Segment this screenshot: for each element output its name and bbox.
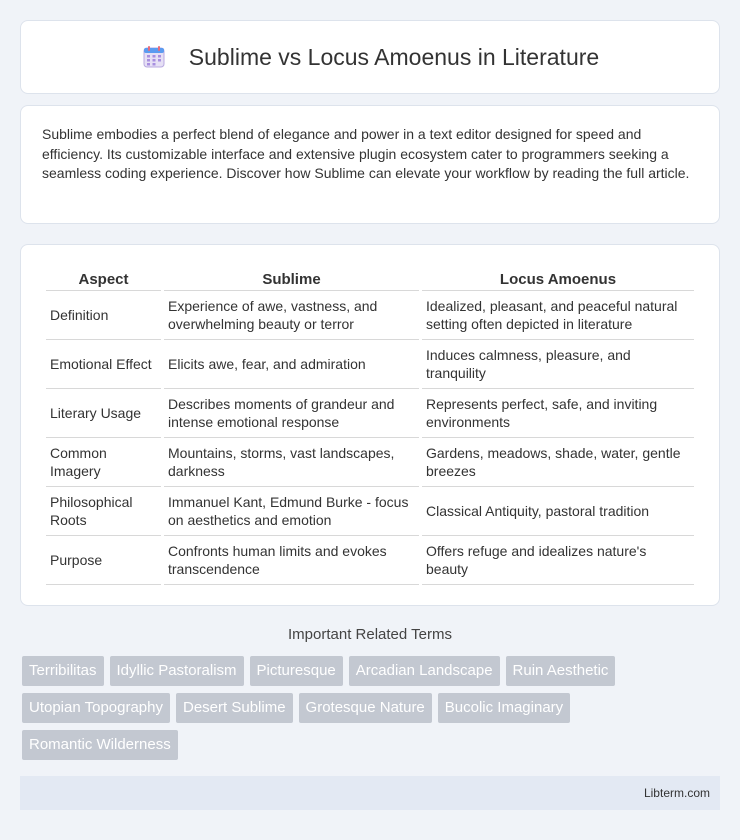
intro-text: Sublime embodies a perfect blend of elegance and power in a text editor designed for speed and efficiency. Its customizable interface and extensive plugin ecosystem cater to programmers seeking a seamless coding experience. Discover how Sublime can elevate your workflow by reading the full article. — [42, 126, 690, 181]
row-aspect: Purpose — [46, 536, 161, 585]
row-locus-amoenus: Gardens, meadows, shade, water, gentle breezes — [422, 438, 694, 487]
tag-arcadian-landscape[interactable]: Arcadian Landscape — [349, 656, 500, 686]
tag-utopian-topography[interactable]: Utopian Topography — [22, 693, 170, 723]
table-row — [46, 291, 694, 340]
footer — [20, 776, 720, 810]
column-header-aspect: Aspect — [46, 265, 161, 291]
row-aspect: Common Imagery — [46, 438, 161, 487]
row-sublime: Immanuel Kant, Edmund Burke - focus on aesthetics and emotion — [164, 487, 419, 536]
row-aspect: Definition — [46, 291, 161, 340]
row-locus-amoenus: Offers refuge and idealizes nature's beauty — [422, 536, 694, 585]
tag-grotesque-nature[interactable]: Grotesque Nature — [299, 693, 432, 723]
tag-romantic-wilderness[interactable]: Romantic Wilderness — [22, 730, 178, 760]
tag-picturesque[interactable]: Picturesque — [250, 656, 343, 686]
table-row — [46, 438, 694, 487]
comparison-card — [20, 244, 720, 606]
tag-idyllic-pastoralism[interactable]: Idyllic Pastoralism — [110, 656, 244, 686]
row-locus-amoenus: Induces calmness, pleasure, and tranquility — [422, 340, 694, 389]
tag-desert-sublime[interactable]: Desert Sublime — [176, 693, 293, 723]
tag-terribilitas[interactable]: Terribilitas — [22, 656, 104, 686]
intro-card — [20, 105, 720, 224]
row-aspect: Literary Usage — [46, 389, 161, 438]
table-header-row — [46, 265, 694, 291]
row-locus-amoenus: Idealized, pleasant, and peaceful natural setting often depicted in literature — [422, 291, 694, 340]
page-title: Sublime vs Locus Amoenus in Literature — [188, 43, 600, 70]
table-row — [46, 340, 694, 389]
comparison-table — [43, 265, 697, 585]
row-locus-amoenus: Classical Antiquity, pastoral tradition — [422, 487, 694, 536]
column-header-locus-amoenus: Locus Amoenus — [422, 265, 694, 291]
column-header-sublime: Sublime — [164, 265, 419, 291]
tag-bucolic-imaginary[interactable]: Bucolic Imaginary — [438, 693, 570, 723]
row-sublime: Describes moments of grandeur and intense emotional response — [164, 389, 419, 438]
footer-site-link[interactable]: Libterm.com — [643, 786, 710, 800]
row-locus-amoenus: Represents perfect, safe, and inviting environments — [422, 389, 694, 438]
row-sublime: Elicits awe, fear, and admiration — [164, 340, 419, 389]
row-aspect: Philosophical Roots — [46, 487, 161, 536]
header-card — [20, 20, 720, 94]
calendar-icon — [141, 44, 167, 70]
row-sublime: Confronts human limits and evokes transcendence — [164, 536, 419, 585]
table-row — [46, 487, 694, 536]
related-terms-heading: Important Related Terms — [288, 626, 452, 643]
related-terms-list — [22, 656, 722, 760]
tag-ruin-aesthetic[interactable]: Ruin Aesthetic — [506, 656, 616, 686]
row-aspect: Emotional Effect — [46, 340, 161, 389]
table-row — [46, 389, 694, 438]
row-sublime: Experience of awe, vastness, and overwhelming beauty or terror — [164, 291, 419, 340]
table-row — [46, 536, 694, 585]
row-sublime: Mountains, storms, vast landscapes, darkness — [164, 438, 419, 487]
